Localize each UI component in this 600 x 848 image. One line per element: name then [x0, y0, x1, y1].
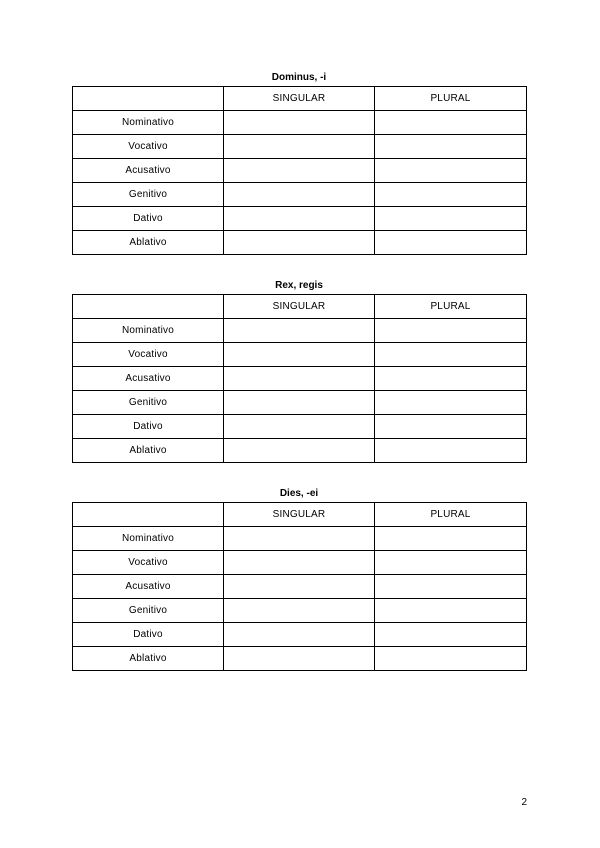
singular-cell[interactable] [224, 575, 375, 599]
singular-cell[interactable] [224, 319, 375, 343]
table-row [73, 135, 527, 159]
plural-cell[interactable] [375, 439, 527, 463]
table-row [73, 319, 527, 343]
case-label: Acusativo [73, 159, 224, 183]
case-label: Genitivo [73, 391, 224, 415]
table-row [73, 415, 527, 439]
table-row [73, 575, 527, 599]
declension-table [72, 294, 527, 463]
table-row [73, 367, 527, 391]
case-label: Nominativo [73, 319, 224, 343]
plural-header: PLURAL [375, 87, 527, 111]
table-row [73, 623, 527, 647]
declension-table [72, 502, 527, 671]
table-row [73, 599, 527, 623]
declension-block-1 [72, 70, 526, 255]
singular-cell[interactable] [224, 231, 375, 255]
singular-cell[interactable] [224, 647, 375, 671]
case-label: Ablativo [73, 231, 224, 255]
singular-cell[interactable] [224, 159, 375, 183]
plural-header: PLURAL [375, 295, 527, 319]
table-row [73, 231, 527, 255]
singular-cell[interactable] [224, 207, 375, 231]
page-number: 2 [521, 797, 527, 808]
header-row [73, 503, 527, 527]
case-label: Genitivo [73, 183, 224, 207]
singular-cell[interactable] [224, 415, 375, 439]
case-label: Dativo [73, 207, 224, 231]
singular-cell[interactable] [224, 135, 375, 159]
table-row [73, 111, 527, 135]
plural-header: PLURAL [375, 503, 527, 527]
table-title: Dominus, -i [271, 72, 327, 83]
case-label: Vocativo [73, 343, 224, 367]
table-row [73, 551, 527, 575]
table-row [73, 207, 527, 231]
singular-cell[interactable] [224, 599, 375, 623]
plural-cell[interactable] [375, 135, 527, 159]
plural-cell[interactable] [375, 623, 527, 647]
singular-cell[interactable] [224, 391, 375, 415]
table-row [73, 439, 527, 463]
plural-cell[interactable] [375, 231, 527, 255]
plural-cell[interactable] [375, 551, 527, 575]
singular-cell[interactable] [224, 183, 375, 207]
table-row [73, 183, 527, 207]
plural-cell[interactable] [375, 111, 527, 135]
case-label: Nominativo [73, 111, 224, 135]
singular-cell[interactable] [224, 111, 375, 135]
corner-cell[interactable] [73, 87, 224, 111]
table-row [73, 527, 527, 551]
plural-cell[interactable] [375, 599, 527, 623]
singular-cell[interactable] [224, 527, 375, 551]
singular-cell[interactable] [224, 367, 375, 391]
corner-cell[interactable] [73, 295, 224, 319]
case-label: Dativo [73, 623, 224, 647]
plural-cell[interactable] [375, 575, 527, 599]
declension-block-2 [72, 278, 526, 463]
table-title: Rex, regis [275, 280, 323, 291]
singular-cell[interactable] [224, 439, 375, 463]
case-label: Acusativo [73, 575, 224, 599]
plural-cell[interactable] [375, 319, 527, 343]
singular-header: SINGULAR [224, 295, 375, 319]
table-row [73, 159, 527, 183]
header-row [73, 295, 527, 319]
plural-cell[interactable] [375, 527, 527, 551]
table-row [73, 391, 527, 415]
plural-cell[interactable] [375, 415, 527, 439]
case-label: Dativo [73, 415, 224, 439]
case-label: Vocativo [73, 135, 224, 159]
declension-block-3 [72, 486, 526, 671]
header-row [73, 87, 527, 111]
plural-cell[interactable] [375, 207, 527, 231]
case-label: Ablativo [73, 439, 224, 463]
declension-table [72, 86, 527, 255]
table-title: Dies, -ei [279, 488, 319, 499]
case-label: Vocativo [73, 551, 224, 575]
singular-header: SINGULAR [224, 503, 375, 527]
table-row [73, 343, 527, 367]
corner-cell[interactable] [73, 503, 224, 527]
table-row [73, 647, 527, 671]
case-label: Nominativo [73, 527, 224, 551]
singular-cell[interactable] [224, 551, 375, 575]
singular-header: SINGULAR [224, 87, 375, 111]
plural-cell[interactable] [375, 183, 527, 207]
case-label: Genitivo [73, 599, 224, 623]
plural-cell[interactable] [375, 647, 527, 671]
case-label: Acusativo [73, 367, 224, 391]
plural-cell[interactable] [375, 159, 527, 183]
singular-cell[interactable] [224, 623, 375, 647]
singular-cell[interactable] [224, 343, 375, 367]
plural-cell[interactable] [375, 391, 527, 415]
plural-cell[interactable] [375, 367, 527, 391]
case-label: Ablativo [73, 647, 224, 671]
plural-cell[interactable] [375, 343, 527, 367]
